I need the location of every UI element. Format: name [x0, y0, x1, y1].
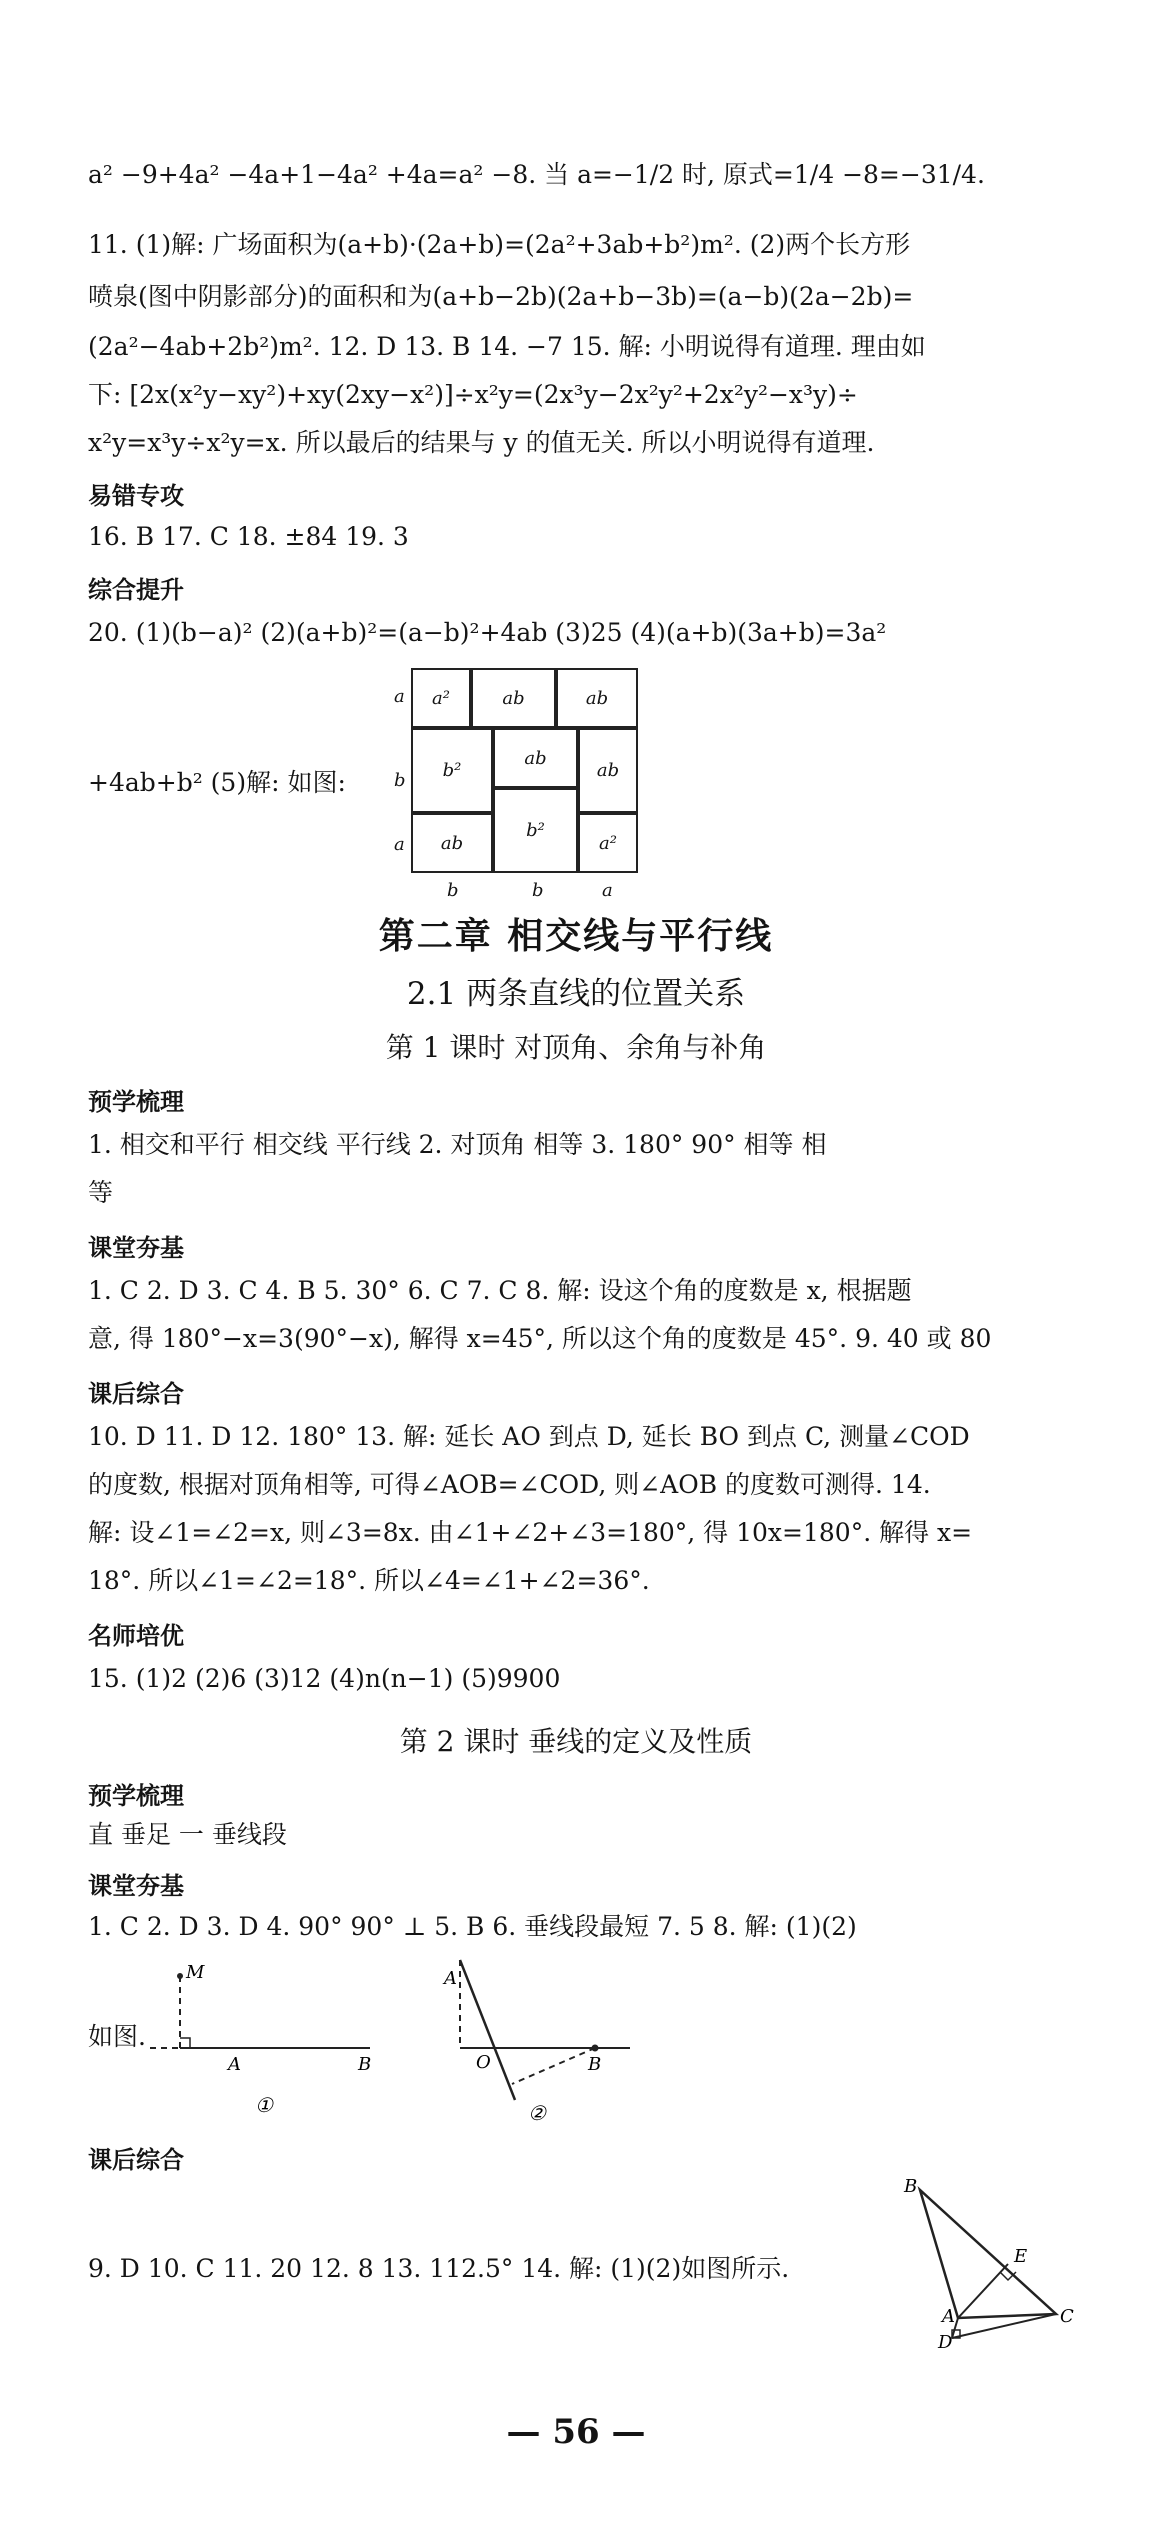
text-line-17: 18°. 所以∠1=∠2=18°. 所以∠4=∠1+∠2=36°.	[88, 1566, 650, 1595]
label-m: M	[186, 1962, 205, 1983]
grid-bottom-label: a	[602, 880, 613, 901]
heading-kehou-2: 课后综合	[88, 2146, 184, 2174]
text-line-12: 1. C 2. D 3. C 4. B 5. 30° 6. C 7. C 8. 解: 设这个角的度数是 x, 根据题	[88, 1276, 912, 1305]
grid-cell: a²	[578, 813, 638, 873]
text-line-2: 11. (1)解: 广场面积为(a+b)·(2a+b)=(2a²+3ab+b²)m². (2)两个长方形	[88, 230, 911, 259]
heading-ketang-2: 课堂夯基	[88, 1872, 184, 1900]
heading-mingshi: 名师培优	[88, 1622, 184, 1650]
label-e: E	[1014, 2246, 1028, 2267]
grid-bottom-label: b	[532, 880, 544, 901]
section-title: 2.1 两条直线的位置关系	[406, 976, 746, 1012]
grid-side-label: b	[394, 770, 406, 791]
figure-3	[880, 2172, 1100, 2352]
grid-cell: ab	[411, 813, 493, 873]
text-line-20: 1. C 2. D 3. D 4. 90° 90° ⊥ 5. B 6. 垂线段最短 7. 5 8. 解: (1)(2)	[88, 1912, 857, 1941]
heading-ketang: 课堂夯基	[88, 1234, 184, 1262]
grid-cell: ab	[493, 728, 578, 788]
caption-2: ②	[528, 2101, 546, 2125]
heading-kehou: 课后综合	[88, 1380, 184, 1408]
heading-yuxue: 预学梳理	[88, 1088, 184, 1116]
figure-2	[430, 1950, 650, 2130]
text-line-21: 如图.	[88, 2022, 146, 2051]
text-line-9: +4ab+b² (5)解: 如图:	[88, 768, 346, 797]
heading-zonghe: 综合提升	[88, 576, 184, 604]
triangle-abc	[920, 2190, 1056, 2318]
grid-cell: b²	[411, 728, 493, 813]
label-d: D	[938, 2332, 953, 2352]
text-line-5: 下: [2x(x²y−xy²)+xy(2xy−x²)]÷x²y=(2x³y−2x²y²+2x²y²−x³y)÷	[88, 380, 858, 409]
text-line-22: 9. D 10. C 11. 20 12. 8 13. 112.5° 14. 解: (1)(2)如图所示.	[88, 2254, 790, 2283]
grid-side-label: a	[394, 686, 405, 707]
text-line-13: 意, 得 180°−x=3(90°−x), 解得 x=45°, 所以这个角的度数是 45°. 9. 40 或 80	[88, 1324, 992, 1353]
text-line-16: 解: 设∠1=∠2=x, 则∠3=8x. 由∠1+∠2+∠3=180°, 得 10x=180°. 解得 x=	[88, 1518, 973, 1547]
page-number: — 56 —	[506, 2412, 646, 2452]
heading-yuxue-2: 预学梳理	[88, 1782, 184, 1810]
caption-1: ①	[255, 2093, 273, 2117]
label-b: B	[588, 2054, 602, 2075]
grid-cell: ab	[556, 668, 638, 728]
label-a: A	[228, 2054, 241, 2075]
heading-yicuo: 易错专攻	[88, 482, 184, 510]
text-line-8: 20. (1)(b−a)² (2)(a+b)²=(a−b)²+4ab (3)25 (4)(a+b)(3a+b)=3a²	[88, 618, 887, 647]
chapter-title: 第二章 相交线与平行线	[378, 916, 774, 957]
perpendicular-b	[512, 2048, 595, 2084]
grid-side-label: a	[394, 834, 405, 855]
grid-bottom-label: b	[447, 880, 459, 901]
label-a: A	[942, 2306, 955, 2327]
line-ao	[460, 1960, 515, 2100]
label-c: C	[1060, 2306, 1074, 2327]
point-m	[177, 1973, 183, 1979]
text-line-1: a² −9+4a² −4a+1−4a² +4a=a² −8. 当 a=−1/2 时, 原式=1/4 −8=−31/4.	[88, 160, 985, 189]
text-line-11: 等	[88, 1178, 114, 1207]
label-o: O	[476, 2052, 491, 2073]
text-line-6: x²y=x³y÷x²y=x. 所以最后的结果与 y 的值无关. 所以小明说得有道理.	[88, 428, 875, 457]
lesson-title-1: 第 1 课时 对顶角、余角与补角	[385, 1031, 767, 1064]
text-line-3: 喷泉(图中阴影部分)的面积和为(a+b−2b)(2a+b−3b)=(a−b)(2a−2b)=	[88, 282, 914, 311]
right-angle-mark	[180, 2038, 190, 2048]
label-b: B	[358, 2054, 372, 2075]
label-b: B	[904, 2176, 918, 2197]
text-line-10: 1. 相交和平行 相交线 平行线 2. 对顶角 相等 3. 180° 90° 相等 相	[88, 1130, 827, 1159]
grid-cell: a²	[411, 668, 471, 728]
label-a: A	[444, 1968, 457, 1989]
text-line-18: 15. (1)2 (2)6 (3)12 (4)n(n−1) (5)9900	[88, 1664, 561, 1693]
text-line-7: 16. B 17. C 18. ±84 19. 3	[88, 522, 409, 551]
point-b	[592, 2045, 599, 2052]
grid-cell: ab	[578, 728, 638, 813]
grid-cell: ab	[471, 668, 556, 728]
grid-cell: b²	[493, 788, 578, 873]
text-line-4: (2a²−4ab+2b²)m². 12. D 13. B 14. −7 15. 解: 小明说得有道理. 理由如	[88, 332, 926, 361]
text-line-15: 的度数, 根据对顶角相等, 可得∠AOB=∠COD, 则∠AOB 的度数可测得. 14.	[88, 1470, 931, 1499]
figure-1	[150, 1960, 390, 2120]
lesson-title-2: 第 2 课时 垂线的定义及性质	[399, 1725, 753, 1758]
text-line-19: 直 垂足 一 垂线段	[88, 1820, 287, 1849]
text-line-14: 10. D 11. D 12. 180° 13. 解: 延长 AO 到点 D, 延长 BO 到点 C, 测量∠COD	[88, 1422, 970, 1451]
